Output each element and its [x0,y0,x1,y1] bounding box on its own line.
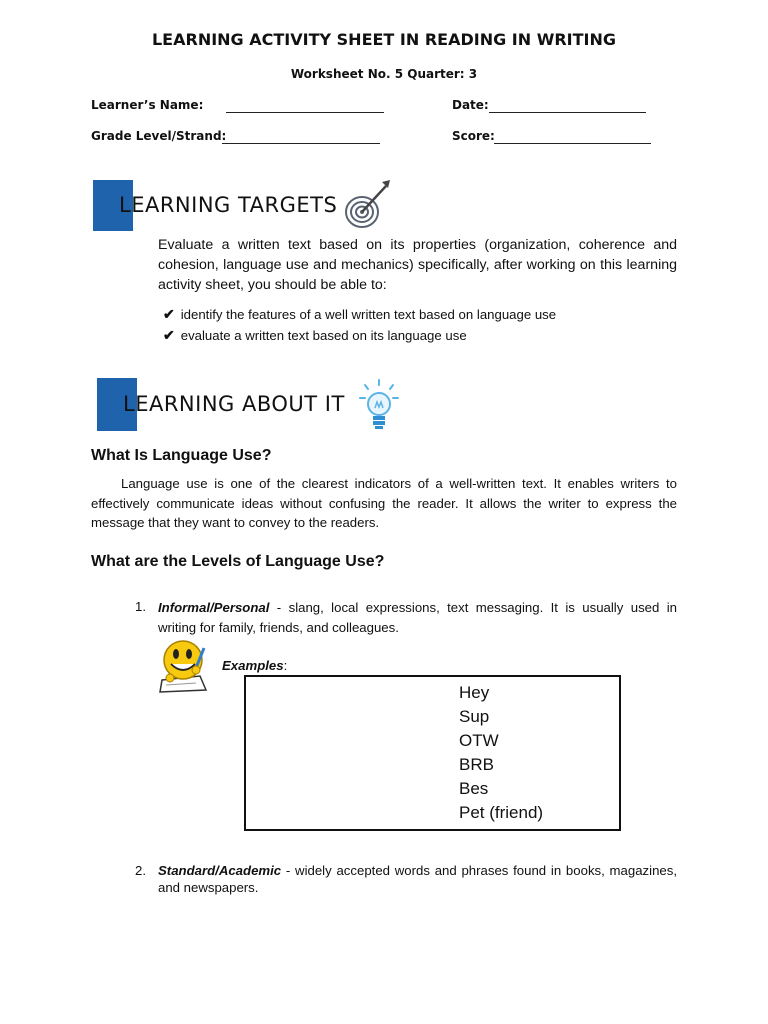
targets-banner-initial: L [119,193,132,217]
level-informal [158,598,677,637]
targets-intro: Evaluate a written text based on its properties (organization, coherence and cohesion, language use and mechanics) specifically, after working on this learning activity sheet, you should be able to: [158,237,677,293]
example-item: Sup [459,707,490,726]
levels-heading: What are the Levels of Language Use? [91,553,385,570]
worksheet-subtitle: Worksheet No. 5 Quarter: 3 [290,67,478,81]
score-field[interactable] [494,131,651,144]
target-item [163,327,467,344]
target-item-text: identify the features of a well written text based on language use [180,307,557,322]
page-title: LEARNING ACTIVITY SHEET IN READING IN WRITING [151,30,617,49]
grade-level-label: Grade Level/Strand: [91,129,227,143]
level-term: Informal/Personal [158,600,270,615]
examples-list [459,681,543,825]
example-item: Pet (friend) [459,803,544,822]
examples-label-text: Examples [222,658,284,673]
list-number: 1. [135,599,146,614]
language-use-heading: What Is Language Use? [91,447,272,464]
smiley-writing-icon [156,636,212,694]
learning-targets-heading [119,193,337,217]
examples-colon: : [283,658,288,673]
language-use-paragraph: Language use is one of the clearest indicators of a well-written text. It enables writers to effectively communicate ideas without confusing the reader. It allows the writer to express the message that they want to convey to the readers. [91,476,677,530]
target-item-text: evaluate a written text based on its language use [180,328,467,343]
date-label: Date: [452,98,489,112]
grade-level-field[interactable] [222,131,380,144]
level-term: Standard/Academic [158,863,282,878]
about-banner-rest: EARNING ABOUT IT [135,392,345,416]
example-item: BRB [459,755,494,774]
lightbulb-icon [358,378,400,432]
learner-name-field[interactable] [226,100,384,113]
checkmark-icon: ✔ [163,306,175,322]
level-description: - widely accepted words and phrases found in books, magazines, and newspapers. [158,863,677,895]
list-number: 2. [135,863,146,878]
checkmark-icon: ✔ [163,327,175,343]
learning-about-it-heading [123,392,345,416]
examples-box [244,675,621,831]
examples-label [222,656,287,676]
level-standard [158,862,677,896]
date-field[interactable] [489,100,646,113]
about-banner-initial: L [123,392,136,416]
example-item: Hey [459,683,490,702]
example-item: OTW [459,731,499,750]
level-description: - slang, local expressions, text messaging. It is usually used in writing for family, friends, and colleagues. [158,600,677,635]
learner-name-label: Learner’s Name: [91,98,204,112]
targets-banner-rest: EARNING TARGETS [131,193,338,217]
target-item [163,306,556,323]
target-arrow-icon [340,178,396,232]
score-label: Score: [452,129,495,143]
example-item: Bes [459,779,489,798]
